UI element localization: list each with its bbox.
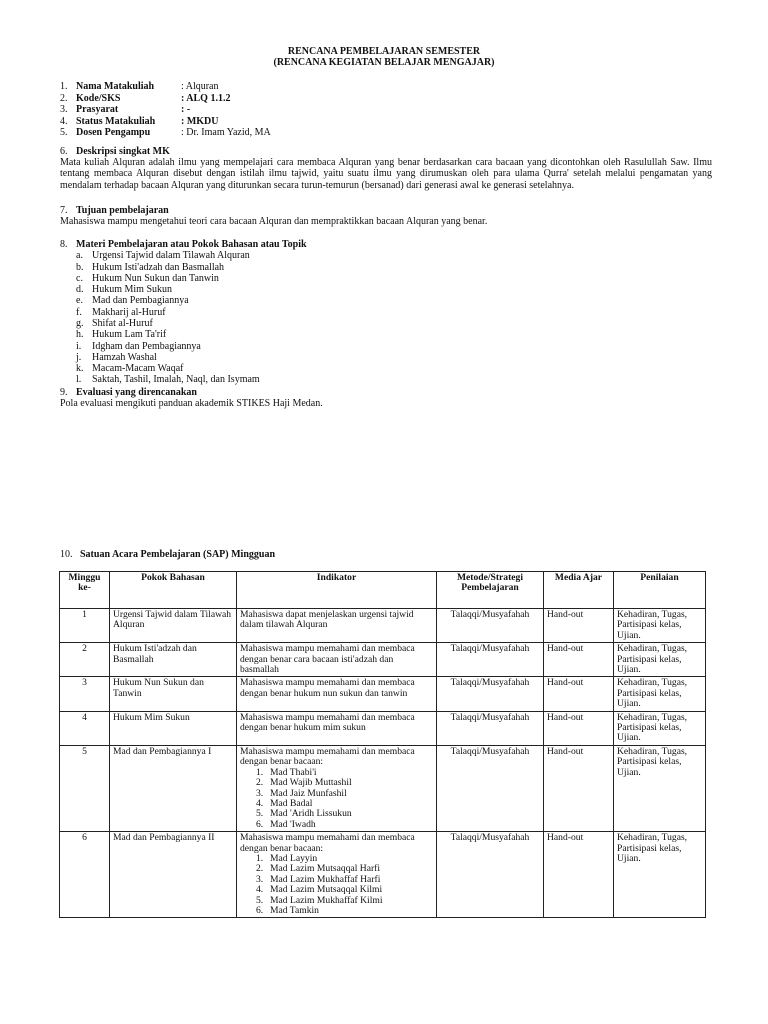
item-text: Hukum Mim Sukun xyxy=(92,284,173,296)
table-row xyxy=(60,745,706,831)
section-heading: Satuan Acara Pembelajaran (SAP) Mingguan xyxy=(80,549,275,560)
cell-penilaian: Kehadiran, Tugas, Partisipasi kelas, Ujian. xyxy=(614,677,706,711)
list-item xyxy=(60,250,712,261)
section-heading: Materi Pembelajaran atau Pokok Bahasan atau Topik xyxy=(76,239,307,250)
cell-metode: Talaqqi/Musyafahah xyxy=(437,677,544,711)
item-text: Macam-Macam Waqaf xyxy=(92,363,184,375)
info-value: : ALQ 1.1.2 xyxy=(181,92,231,104)
indikator-text: Mahasiswa mampu memahami dan membaca dengan benar bacaan: xyxy=(240,745,415,768)
indikator-list-item xyxy=(256,885,433,895)
item-number: 3. xyxy=(256,873,264,885)
cell-media: Hand-out xyxy=(544,609,614,643)
list-item xyxy=(60,341,712,352)
section-tujuan xyxy=(60,205,712,227)
cell-penilaian: Kehadiran, Tugas, Partisipasi kelas, Ujian. xyxy=(614,609,706,643)
item-text: Mad Badal xyxy=(270,797,313,809)
info-row xyxy=(60,81,271,93)
info-value: : Dr. Imam Yazid, MA xyxy=(181,127,271,138)
item-text: Makharij al-Huruf xyxy=(92,306,166,318)
item-letter: g. xyxy=(76,317,84,329)
item-number: 6. xyxy=(256,904,264,916)
info-label: Kode/SKS xyxy=(76,92,121,104)
item-number: 6. xyxy=(256,818,264,830)
info-row xyxy=(60,127,271,139)
section-number: 7. xyxy=(60,205,68,216)
item-text: Idgham dan Pembagiannya xyxy=(92,340,201,352)
table-row xyxy=(60,677,706,711)
item-number: 1. xyxy=(256,766,264,778)
table-header-row xyxy=(60,572,706,609)
indikator-list-item xyxy=(256,778,433,788)
column-header: Metode/Strategi Pembelajaran xyxy=(437,572,544,609)
item-number: 1. xyxy=(256,852,264,864)
item-letter: l. xyxy=(76,374,82,386)
item-letter: e. xyxy=(76,295,83,307)
list-item xyxy=(60,307,712,318)
indikator-list xyxy=(240,768,433,830)
tujuan-text: Mahasiswa mampu mengetahui teori cara bacaan Alquran dan mempraktikkan bacaan Alquran yang benar. xyxy=(60,216,488,228)
item-letter: i. xyxy=(76,340,82,352)
column-header: Media Ajar xyxy=(544,572,614,609)
info-number: 2. xyxy=(60,92,68,104)
info-number: 1. xyxy=(60,81,68,92)
cell-penilaian: Kehadiran, Tugas, Partisipasi kelas, Ujian. xyxy=(614,643,706,677)
cell-pokok: Mad dan Pembagiannya I xyxy=(110,745,237,831)
cell-pokok: Mad dan Pembagiannya II xyxy=(110,832,237,918)
indikator-text: Mahasiswa mampu memahami dan membaca dengan benar hukum mim sukun xyxy=(240,711,415,734)
item-text: Mad 'Iwadh xyxy=(270,818,316,830)
cell-penilaian: Kehadiran, Tugas, Partisipasi kelas, Ujian. xyxy=(614,832,706,918)
table-row xyxy=(60,832,706,918)
document-title: RENCANA PEMBELAJARAN SEMESTER xyxy=(287,46,481,57)
info-label: Status Matakuliah xyxy=(76,115,156,127)
item-letter: a. xyxy=(76,250,83,262)
section-sap xyxy=(60,549,712,560)
item-number: 5. xyxy=(256,808,264,820)
info-label: Nama Matakuliah xyxy=(76,81,155,92)
list-item xyxy=(60,262,712,273)
info-row xyxy=(60,93,271,105)
cell-pokok: Urgensi Tajwid dalam Tilawah Alquran xyxy=(110,609,237,643)
cell-pokok: Hukum Mim Sukun xyxy=(110,711,237,745)
cell-penilaian: Kehadiran, Tugas, Partisipasi kelas, Ujian. xyxy=(614,711,706,745)
item-text: Mad Lazim Mukhaffaf Kilmi xyxy=(270,894,383,906)
item-text: Mad Wajib Muttashil xyxy=(270,777,352,789)
table-row xyxy=(60,711,706,745)
item-text: Mad dan Pembagiannya xyxy=(92,295,189,307)
info-number: 3. xyxy=(60,104,68,115)
info-value: : - xyxy=(181,104,191,115)
item-number: 4. xyxy=(256,797,264,809)
section-deskripsi xyxy=(60,146,712,191)
info-row xyxy=(60,116,271,128)
list-item xyxy=(60,374,712,385)
cell-indikator xyxy=(237,643,437,677)
course-info-list xyxy=(60,81,271,139)
indikator-text: Mahasiswa dapat menjelaskan urgensi tajwid dalam tilawah Alquran xyxy=(240,609,414,631)
indikator-list-item xyxy=(256,820,433,830)
section-number: 10. xyxy=(60,549,73,560)
cell-minggu: 3 xyxy=(60,677,110,711)
cell-indikator xyxy=(237,677,437,711)
indikator-text: Mahasiswa mampu memahami dan membaca dengan benar hukum nun sukun dan tanwin xyxy=(240,677,415,699)
section-materi xyxy=(60,239,712,386)
item-text: Hukum Isti'adzah dan Basmallah xyxy=(92,261,225,273)
section-evaluasi xyxy=(60,387,712,409)
cell-minggu: 1 xyxy=(60,609,110,643)
cell-minggu: 4 xyxy=(60,711,110,745)
info-number: 4. xyxy=(60,115,68,127)
list-item xyxy=(60,273,712,284)
item-number: 5. xyxy=(256,894,264,906)
cell-media: Hand-out xyxy=(544,677,614,711)
item-letter: b. xyxy=(76,261,84,273)
section-heading: Evaluasi yang direncanakan xyxy=(76,387,197,398)
list-item xyxy=(60,295,712,306)
cell-metode: Talaqqi/Musyafahah xyxy=(437,832,544,918)
sap-table xyxy=(59,571,706,918)
cell-media: Hand-out xyxy=(544,745,614,831)
cell-minggu: 5 xyxy=(60,745,110,831)
cell-minggu: 6 xyxy=(60,832,110,918)
section-number: 9. xyxy=(60,387,68,398)
list-item xyxy=(60,363,712,374)
cell-media: Hand-out xyxy=(544,832,614,918)
list-item xyxy=(60,284,712,295)
item-text: Hukum Lam Ta'rif xyxy=(92,329,167,341)
cell-indikator xyxy=(237,745,437,831)
info-row xyxy=(60,104,271,116)
cell-media: Hand-out xyxy=(544,711,614,745)
section-heading: Tujuan pembelajaran xyxy=(76,205,169,216)
item-text: Hamzah Washal xyxy=(92,351,157,363)
info-value: : MKDU xyxy=(181,115,219,127)
cell-metode: Talaqqi/Musyafahah xyxy=(437,745,544,831)
item-text: Mad Lazim Mukhaffaf Harfi xyxy=(270,873,381,885)
item-text: Mad Layyin xyxy=(270,852,318,864)
item-text: Mad Lazim Mutsaqqal Kilmi xyxy=(270,884,383,896)
cell-metode: Talaqqi/Musyafahah xyxy=(437,609,544,643)
section-heading: Deskripsi singkat MK xyxy=(76,146,170,157)
item-number: 2. xyxy=(256,863,264,875)
item-text: Saktah, Tashil, Imalah, Naql, dan Isymam xyxy=(92,374,260,386)
column-header: Pokok Bahasan xyxy=(110,572,237,609)
table-row xyxy=(60,609,706,643)
item-letter: k. xyxy=(76,363,84,375)
deskripsi-text: Mata kuliah Alquran adalah ilmu yang mempelajari cara membaca Alquran yang benar berdasarkan cara bacaan yang dicontohkan oleh Rasulullah Saw. Ilmu tentang membaca Alquran disebut dengan istilah ilmu tajwid, yaitu suatu ilmu yang dirumuskan oleh para ulama Qurra' setelah melalui pengamatan yang mendalam terhadap bacaan Alquran yang diturunkan secara turun-temurun (bersanad) dari generasi awal ke generasi setelahnya. xyxy=(60,157,712,191)
cell-indikator xyxy=(237,711,437,745)
info-value: : Alquran xyxy=(181,81,219,92)
item-text: Mad Jaiz Munfashil xyxy=(270,787,347,799)
indikator-text: Mahasiswa mampu memahami dan membaca dengan benar bacaan: xyxy=(240,832,415,854)
info-label: Dosen Pengampu xyxy=(76,127,151,138)
item-text: Mad 'Aridh Lissukun xyxy=(270,808,352,820)
column-header: Penilaian xyxy=(614,572,706,609)
item-text: Hukum Nun Sukun dan Tanwin xyxy=(92,272,219,284)
list-item xyxy=(60,318,712,329)
item-letter: h. xyxy=(76,329,84,341)
item-text: Shifat al-Huruf xyxy=(92,317,153,329)
item-letter: j. xyxy=(76,351,82,363)
list-item xyxy=(60,352,712,363)
column-header: Minggu ke- xyxy=(60,572,110,609)
item-text: Mad Thabi'i xyxy=(270,766,317,778)
info-label: Prasyarat xyxy=(76,104,119,115)
cell-penilaian: Kehadiran, Tugas, Partisipasi kelas, Ujian. xyxy=(614,745,706,831)
item-letter: f. xyxy=(76,306,82,318)
item-text: Mad Lazim Mutsaqqal Harfi xyxy=(270,863,381,875)
item-letter: d. xyxy=(76,284,84,296)
item-letter: c. xyxy=(76,272,83,284)
cell-indikator xyxy=(237,609,437,643)
list-item xyxy=(60,329,712,340)
info-number: 5. xyxy=(60,127,68,138)
item-text: Mad Tamkin xyxy=(270,904,319,916)
item-number: 3. xyxy=(256,787,264,799)
document-subtitle: (RENCANA KEGIATAN BELAJAR MENGAJAR) xyxy=(273,57,495,68)
cell-metode: Talaqqi/Musyafahah xyxy=(437,643,544,677)
indikator-list-item xyxy=(256,906,433,916)
cell-pokok: Hukum Isti'adzah dan Basmallah xyxy=(110,643,237,677)
table-row xyxy=(60,643,706,677)
indikator-text: Mahasiswa mampu memahami dan membaca dengan benar cara bacaan isti'adzah dan basmallah xyxy=(240,643,415,676)
item-number: 4. xyxy=(256,884,264,896)
cell-metode: Talaqqi/Musyafahah xyxy=(437,711,544,745)
cell-media: Hand-out xyxy=(544,643,614,677)
section-number: 6. xyxy=(60,146,68,157)
cell-indikator xyxy=(237,832,437,918)
item-text: Urgensi Tajwid dalam Tilawah Alquran xyxy=(92,250,250,262)
section-number: 8. xyxy=(60,239,68,250)
item-number: 2. xyxy=(256,777,264,789)
indikator-list xyxy=(240,854,433,916)
materi-list xyxy=(60,250,712,386)
column-header: Indikator xyxy=(237,572,437,609)
cell-minggu: 2 xyxy=(60,643,110,677)
evaluasi-text: Pola evaluasi mengikuti panduan akademik STIKES Haji Medan. xyxy=(60,398,323,410)
cell-pokok: Hukum Nun Sukun dan Tanwin xyxy=(110,677,237,711)
